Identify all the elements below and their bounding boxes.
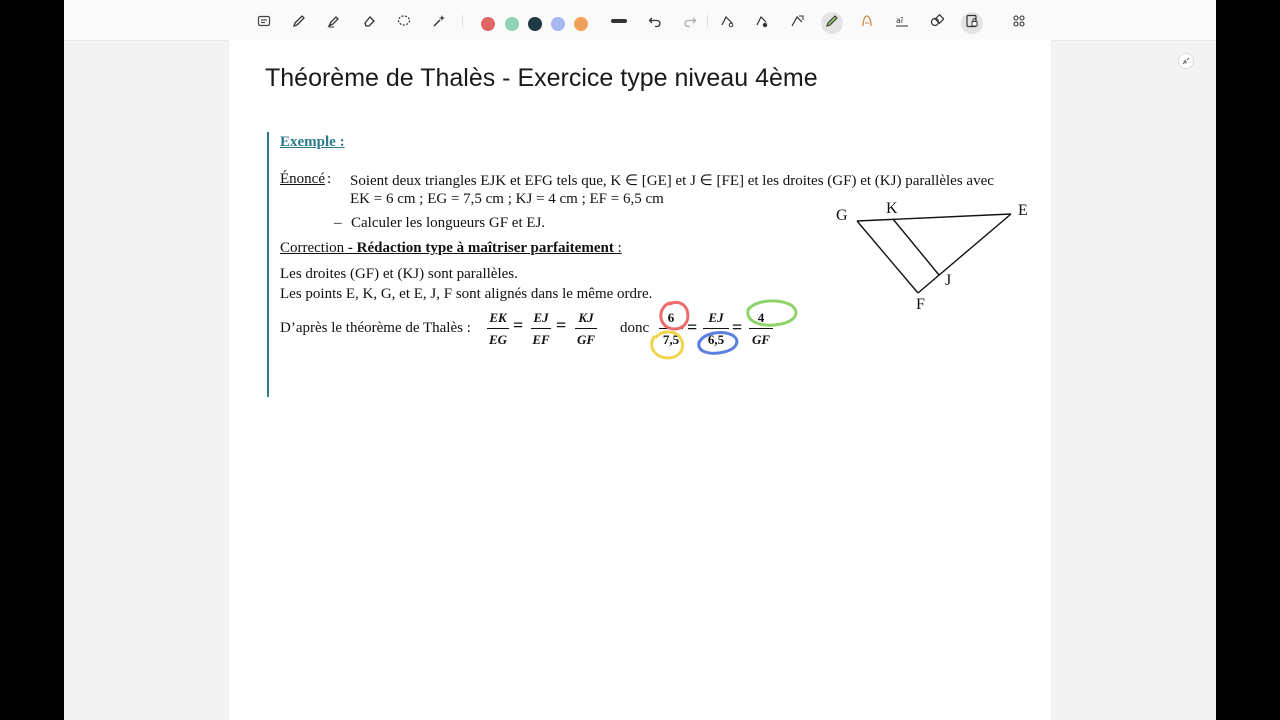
fraction-ek-eg — [487, 310, 509, 348]
equals-sign: = — [556, 315, 567, 335]
page-title: Théorème de Thalès - Exercice type niveau 4ème — [265, 64, 818, 92]
fraction-6-7-5 — [659, 310, 683, 348]
fraction-bar — [575, 328, 597, 329]
segment-ef — [918, 214, 1011, 293]
equals-sign: = — [687, 317, 698, 337]
fraction-denominator: GF — [751, 332, 771, 347]
fraction-bar — [487, 328, 509, 329]
fraction-bar — [659, 328, 683, 329]
correction-heading — [280, 240, 622, 257]
correction-colon: : — [617, 240, 622, 256]
fraction-kj-gf — [575, 310, 597, 348]
lasso-icon[interactable] — [397, 14, 411, 28]
thales-intro: D’après le théorème de Thalès : — [280, 320, 471, 336]
segment-ge — [857, 214, 1011, 221]
fraction-numerator: 6 — [667, 310, 675, 325]
stroke-width-icon[interactable] — [610, 14, 628, 28]
enonce-label: Énoncé — [280, 171, 325, 187]
paragraph-aligned: Les points E, K, G, et E, J, F sont alignés dans le même ordre. — [280, 286, 653, 302]
toolbar — [64, 0, 1216, 41]
equals-sign: = — [513, 315, 524, 335]
fraction-numerator: EJ — [533, 310, 549, 325]
fraction-4-gf — [749, 310, 773, 348]
fraction-numerator: 4 — [757, 310, 765, 325]
undo-icon[interactable] — [648, 14, 662, 28]
fraction-ej-ef — [531, 310, 551, 348]
enonce-line-2: EK = 6 cm ; EG = 7,5 cm ; KJ = 4 cm ; EF = 6,5 cm — [350, 191, 664, 207]
page-lock-icon[interactable] — [965, 14, 979, 28]
donc-label: donc — [620, 320, 650, 336]
point-label-e: E — [1018, 202, 1028, 219]
ink-annotations — [229, 40, 1051, 720]
text-note-icon[interactable] — [257, 14, 271, 28]
app-window — [64, 0, 1216, 720]
highlighter-icon[interactable] — [327, 14, 341, 28]
fraction-bar — [703, 328, 729, 329]
enonce-line-1: Soient deux triangles EJK et EFG tels que, K ∈ [GE] et J ∈ [FE] et les droites (GF) et (KJ) parallèles avec — [350, 173, 994, 189]
redo-icon[interactable] — [683, 14, 697, 28]
fraction-numerator: EK — [489, 310, 507, 325]
text-format-icon[interactable] — [895, 14, 909, 28]
color-swatch-orange[interactable] — [574, 17, 588, 31]
shape-arrow-icon[interactable] — [790, 14, 804, 28]
shapes-icon[interactable] — [930, 14, 944, 28]
point-label-f: F — [916, 296, 925, 313]
toolbar-separator — [462, 15, 463, 27]
fraction-denominator: 6,5 — [707, 332, 725, 347]
shape-pen-icon[interactable] — [720, 14, 734, 28]
fraction-numerator: EJ — [708, 310, 724, 325]
pen-icon[interactable] — [292, 14, 306, 28]
paragraph-parallel: Les droites (GF) et (KJ) sont parallèles. — [280, 266, 518, 282]
collapse-icon[interactable] — [1178, 53, 1194, 69]
fraction-ej-6-5 — [703, 310, 729, 348]
equals-sign: = — [732, 317, 743, 337]
fraction-denominator: 7,5 — [662, 332, 680, 347]
highlight-pen-icon[interactable] — [825, 14, 839, 28]
color-swatch-dark-teal[interactable] — [528, 17, 542, 31]
apps-grid-icon[interactable] — [1012, 14, 1026, 28]
fraction-denominator: EG — [488, 332, 508, 347]
fraction-denominator: GF — [576, 332, 596, 347]
note-page[interactable] — [229, 40, 1051, 720]
color-swatch-mint[interactable] — [505, 17, 519, 31]
fraction-denominator: EF — [532, 332, 550, 347]
color-swatch-red[interactable] — [481, 17, 495, 31]
content-block-bar — [267, 132, 269, 397]
example-label: Exemple : — [280, 134, 345, 150]
shape-fill-icon[interactable] — [755, 14, 769, 28]
fraction-numerator: KJ — [578, 310, 594, 325]
point-label-g: G — [836, 207, 848, 224]
enonce-colon: : — [327, 171, 332, 187]
stamp-icon[interactable] — [860, 14, 874, 28]
eraser-icon[interactable] — [362, 14, 376, 28]
point-label-j: J — [945, 272, 952, 289]
magic-wand-icon[interactable] — [432, 14, 446, 28]
fraction-bar — [749, 328, 773, 329]
color-swatch-lavender[interactable] — [551, 17, 565, 31]
task-text: Calculer les longueurs GF et EJ. — [351, 215, 546, 231]
task-dash: – — [334, 215, 342, 231]
fraction-bar — [531, 328, 551, 329]
point-label-k: K — [886, 200, 898, 217]
segment-gf — [857, 221, 918, 293]
correction-label: Correction — [280, 240, 345, 256]
svg-text:aī: aī — [896, 16, 904, 25]
segment-kj — [893, 219, 939, 275]
correction-bold: - Rédaction type à maîtriser parfaitement — [344, 240, 618, 256]
toolbar-separator — [707, 15, 708, 27]
thales-figure — [829, 195, 1039, 315]
